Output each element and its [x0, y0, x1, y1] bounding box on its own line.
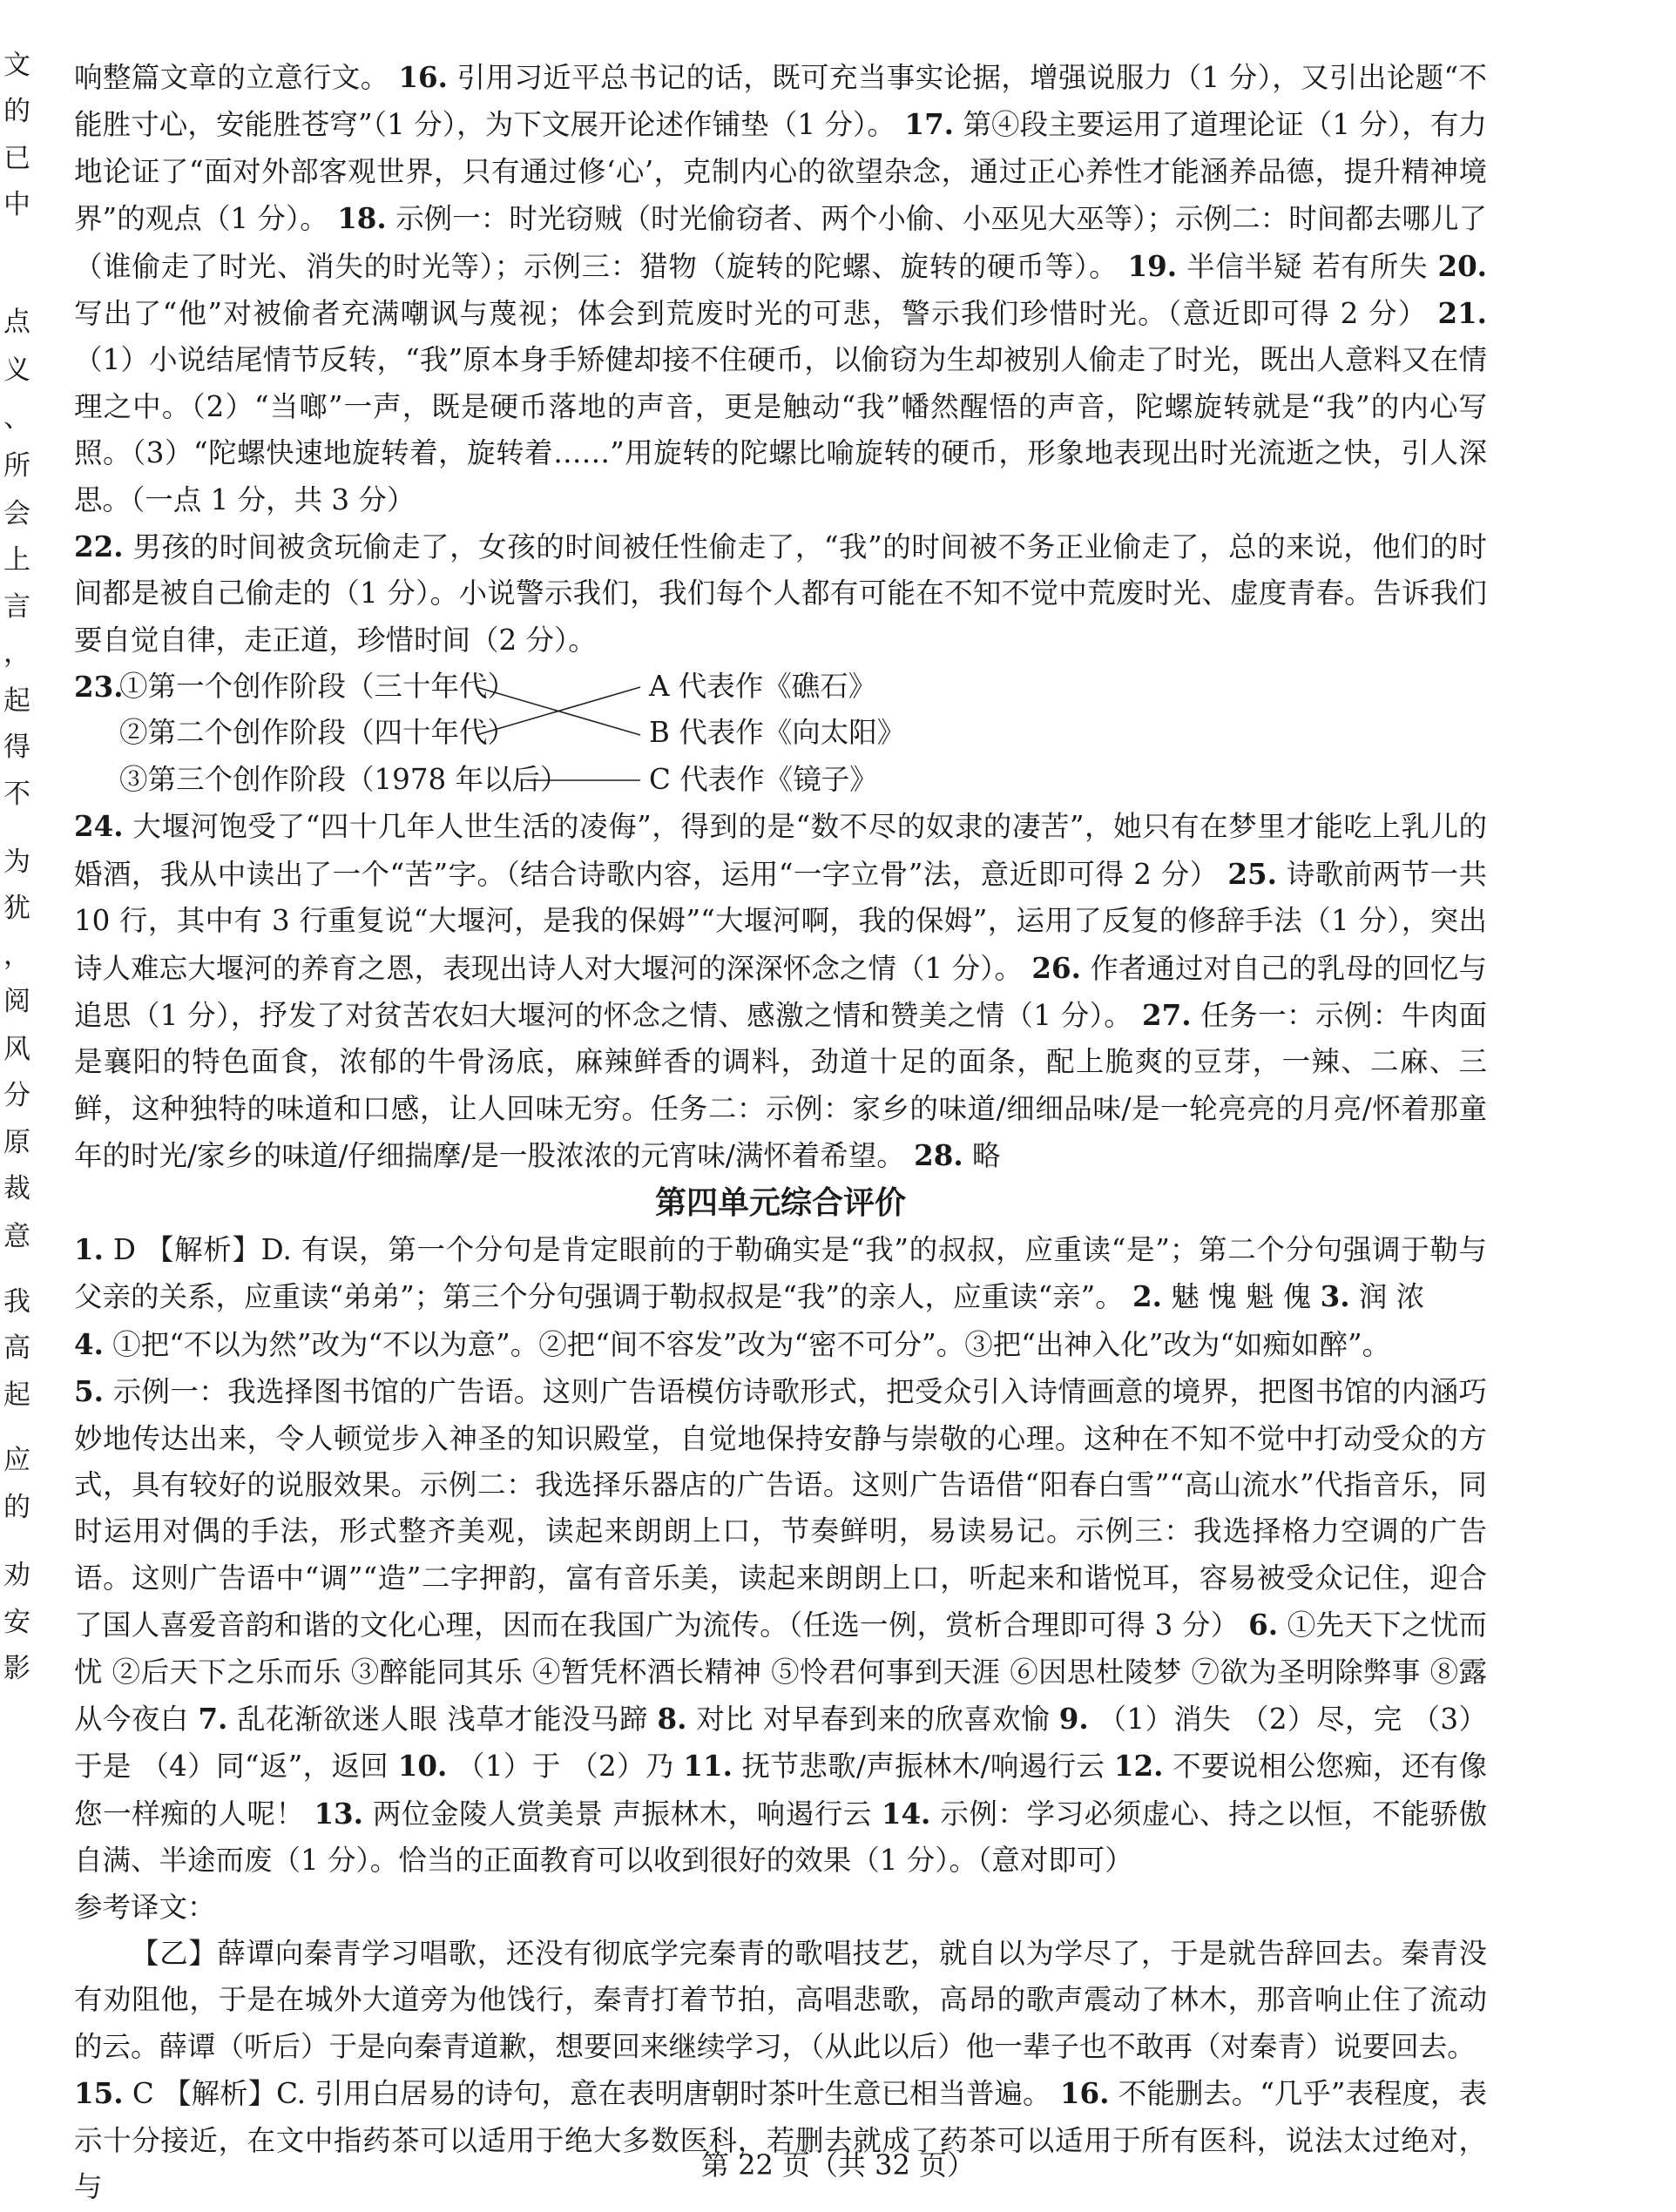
answer-paragraph: 5. 示例一：我选择图书馆的广告语。这则广告语模仿诗歌形式，把受众引入诗情画意的境界，把图书馆的内涵巧妙地传达出来，令人顿觉步入神圣的知识殿堂，自觉地保持安静与崇敬的心理。这种在不知不觉中打动受众的方式，具有较好的说服效果。示例二：我选择乐器店的广告语。这则广告语借“阳春白雪”“高山流水”代指音乐，同时运用对偶的手法，形式整齐美观，读起来朗朗上口，节奏鲜明，易读易记。示例三：我选择格力空调的广告语。这则广告语中“调”“造”二字押韵，富有音乐美，读起来朗朗上口，听起来和谐悦耳，容易被受众记住，迎合了国人喜爱音韵和谐的文化心理，因而在我国广为流传。（任选一例，赏析合理即可得 3 分） 6. ①先天下之忧而忧 ②后天下之乐而乐 ③醉能同其乐 ④暂凭杯酒长精神 ⑤怜君何事到天涯 ⑥因思杜陵梦 ⑦欲为圣明除弊事 ⑧露从今夜白 7. 乱花渐欲迷人眼 浅草才能没马蹄 8. 对比 对早春到来的欣喜欢愉 9. （1）消失 （2）尽，完 （3）于是 （4）同“返”，返回 10. （1）于 （2）乃 11. 抚节悲歌/声振林木/响遏行云 12. 不要说相公您痴，还有像您一样痴的人呢！ 13. 两位金陵人赏美景 声振林木，响遏行云 14. 示例：学习必须虚心、持之以恒，不能骄傲自满、半途而废（1 分）。恰当的正面教育可以收到很好的效果（1 分）。（意对即可） [74, 1374, 1487, 1878]
answer-paragraph: 24. 大堰河饱受了“四十几年人世生活的凌侮”，得到的是“数不尽的奴隶的凄苦”，她只有在梦里才能吃上乳儿的婚酒，我从中读出了一个“苦”字。（结合诗歌内容，运用“一字立骨”法，意近即可得 2 分） 25. 诗歌前两节一共 10 行，其中有 3 行重复说“大堰河，是我的保姆”“大堰河啊，我的保姆”，运用了反复的修辞手法（1 分），突出诗人难忘大堰河的养育之恩，表现出诗人对大堰河的深深怀念之情（1 分）。 26. 作者通过对自己的乳母的回忆与追思（1 分），抒发了对贫苦农妇大堰河的怀念之情、感激之情和赞美之情（1 分）。 27. 任务一：示例：牛肉面是襄阳的特色面食，浓郁的牛骨汤底，麻辣鲜香的调料，劲道十足的面条，配上脆爽的豆芽，一辣、二麻、三鲜，这种独特的味道和口感，让人回味无穷。任务二：示例：家乡的味道/细细品味/是一轮亮亮的月亮/怀着那童年的时光/家乡的味道/仔细揣摩/是一股浓浓的元宵味/满怀着希望。 28. 略 [74, 809, 1487, 1173]
edge-char: 高 [3, 1332, 30, 1364]
edge-char: ， [3, 637, 30, 669]
edge-char: 中 [3, 189, 30, 220]
edge-char: 义 [3, 354, 30, 386]
edge-char: 劝 [3, 1560, 30, 1591]
q23-matching-diagram [74, 664, 1487, 803]
edge-char: 起 [3, 685, 30, 717]
edge-char: 得 [3, 732, 30, 763]
answer-paragraph: 响整篇文章的立意行文。 16. 引用习近平总书记的话，既可充当事实论据，增强说服力（1 分），又引出论题“不能胜寸心，安能胜苍穹”（1 分），为下文展开论述作铺垫（1 分）。 17. 第④段主要运用了道理论证（1 分），有力地论证了“面对外部客观世界，只有通过修‘心’，克制内心的欲望杂念，通过正心养性才能涵养品德，提升精神境界”的观点（1 分）。 18. 示例一：时光窃贼（时光偷窃者、两个小偷、小巫见大巫等）；示例二：时间都去哪儿了（谁偷走了时光、消失的时光等）；示例三：猎物（旋转的陀螺、旋转的硬币等）。 19. 半信半疑 若有所失 20. 写出了“他”对被偷者充满嘲讽与蔑视；体会到荒废时光的可悲，警示我们珍惜时光。（意近即可得 2 分） 21. （1）小说结尾情节反转，“我”原本身手矫健却接不住硬币，以偷窃为生却被别人偷走了时光，既出人意料又在情理之中。（2）“当啷”一声，既是硬币落地的声音，更是触动“我”幡然醒悟的声音，陀螺旋转就是“我”的内心写照。（3）“陀螺快速地旋转着，旋转着……”用旋转的陀螺比喻旋转的硬币，形象地表现出时光流逝之快，引人深思。（一点 1 分，共 3 分） [74, 60, 1488, 516]
edge-char: 应 [3, 1445, 30, 1476]
edge-char: 原 [3, 1127, 30, 1158]
q23-left-item: ③第三个创作阶段（1978 年以后） [119, 763, 569, 797]
answer-paragraph: 4. ①把“不以为然”改为“不以为意”。②把“间不容发”改为“密不可分”。③把“出神入化”改为“如痴如醉”。 [74, 1326, 1391, 1361]
edge-char: 意 [3, 1221, 30, 1252]
edge-char: 所 [3, 450, 30, 482]
edge-char: 安 [3, 1607, 30, 1638]
edge-char: 起 [3, 1379, 30, 1411]
edge-char: 的 [3, 96, 30, 127]
translation-text: 【乙】薛谭向秦青学习唱歌，还没有彻底学完秦青的歌唱技艺，就自以为学尽了，于是就告辞回去。秦青没有劝阻他，于是在城外大道旁为他饯行，秦青打着节拍，高唱悲歌，高昂的歌声震动了林木，那音响止住了流动的云。薛谭（听后）于是向秦青道歉，想要回来继续学习，（从此以后）他一辈子也不敢再（对秦青）说要回去。 [74, 1937, 1487, 2063]
edge-char: 为 [3, 846, 30, 878]
answer-paragraph: 1. D 【解析】D. 有误，第一个分句是肯定眼前的于勒确实是“我”的叔叔，应重读“是”；第二个分句强调于勒与父亲的关系，应重读“弟弟”；第三个分句强调于勒叔叔是“我”的亲人，应重读“亲”。 2. 魅 愧 魁 傀 3. 润 浓 [74, 1231, 1487, 1314]
edge-char: 裁 [3, 1173, 30, 1204]
answer-key-content [74, 54, 1487, 2210]
section-title: 第四单元综合评价 [654, 1184, 906, 1221]
answer-paragraph: 22. 男孩的时间被贪玩偷走了，女孩的时间被任性偷走了，“我”的时间被不务正业偷走了，总的来说，他们的时间都是被自己偷走的（1 分）。小说警示我们，我们每个人都有可能在不知不觉中荒废时光、虚度青春。告诉我们要自觉自律，走正道，珍惜时间（2 分）。 [74, 529, 1487, 657]
q23-left-item: ①第一个创作阶段（三十年代） [119, 670, 517, 704]
edge-char: 已 [3, 143, 30, 174]
edge-char: 犹 [3, 893, 30, 924]
edge-char: 阅 [3, 986, 30, 1017]
edge-char: 风 [3, 1034, 30, 1065]
edge-char: 不 [3, 779, 30, 810]
edge-char: ， [3, 940, 30, 971]
page-number-footer: 第 22 页（共 32 页） [700, 2148, 976, 2182]
edge-char: 的 [3, 1492, 30, 1523]
translation-heading: 参考译文： [74, 1890, 216, 1924]
edge-char: 、 [3, 402, 30, 434]
edge-char: 文 [3, 50, 30, 81]
edge-char: 言 [3, 591, 30, 623]
edge-char: 点 [3, 307, 30, 338]
edge-char: 分 [3, 1080, 30, 1111]
edge-char: 我 [3, 1286, 30, 1318]
q23-right-item: A 代表作《礁石》 [649, 670, 877, 704]
answer-paragraph: 15. C 【解析】C. 引用白居易的诗句，意在表明唐朝时茶叶生意已相当普遍。 16. 不能删去。“几乎”表程度，表示十分接近，在文中指药茶可以适用于绝大多数医科，若删去就成了药茶可以适用于所有医科，说法太过绝对，与 [74, 2076, 1487, 2204]
edge-char: 影 [3, 1653, 30, 1684]
edge-char: 上 [3, 544, 30, 576]
q23-right-item: C 代表作《镜子》 [649, 763, 878, 797]
q23-number: 23. [74, 670, 124, 705]
edge-char: 会 [3, 498, 30, 529]
q23-left-item: ②第二个创作阶段（四十年代） [119, 716, 517, 750]
q23-right-item: B 代表作《向太阳》 [649, 716, 906, 750]
